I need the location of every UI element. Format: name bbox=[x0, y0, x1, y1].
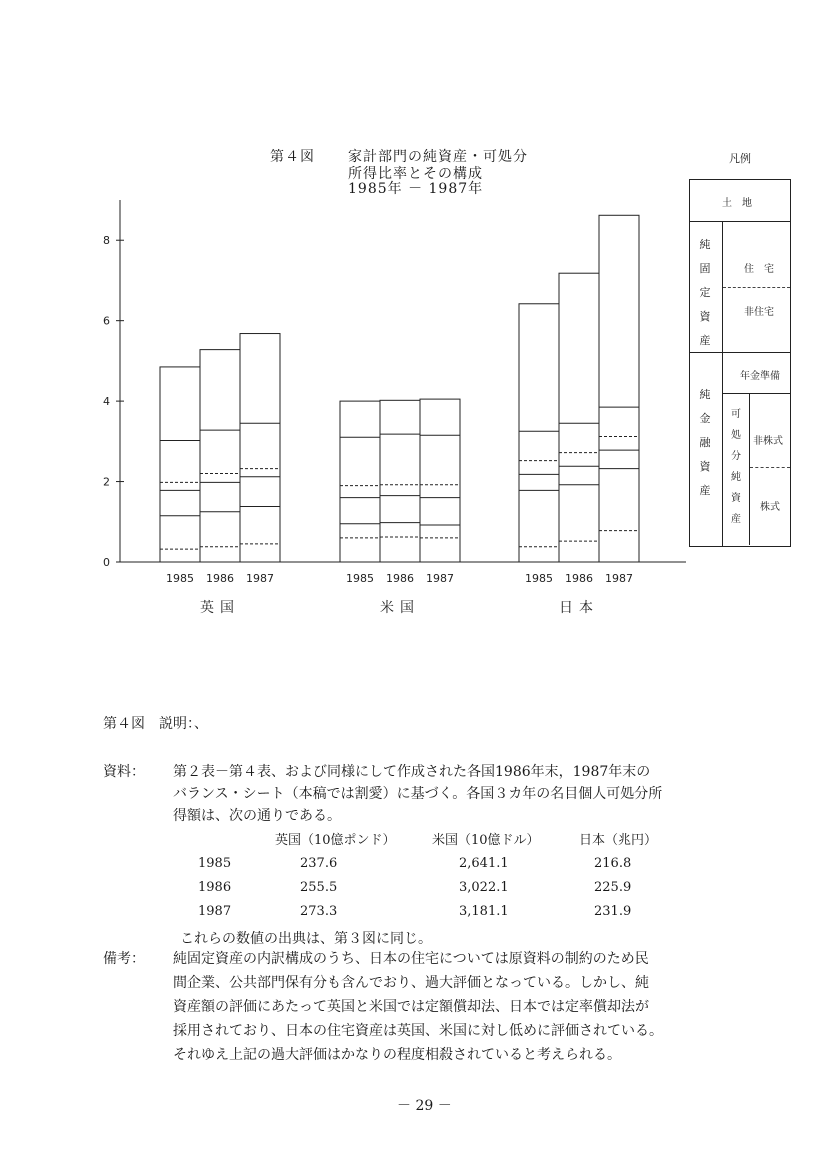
legend-divider bbox=[723, 393, 790, 394]
legend-divider bbox=[723, 287, 790, 288]
note-line: それゆえ上記の過大評価はかなりの程度相殺されていると考えられる。 bbox=[173, 1047, 621, 1063]
axis-layer bbox=[116, 200, 686, 562]
x-tick-label: 1987 bbox=[426, 572, 454, 585]
chart-title-line-1: 家計部門の純資産・可処分 bbox=[348, 149, 528, 165]
chart-title-line-2: 所得比率とその構成 bbox=[348, 166, 483, 182]
x-tick-label: 1986 bbox=[386, 572, 414, 585]
legend-disposable-net-assets: 可処分純資産 bbox=[731, 409, 741, 525]
bar bbox=[240, 334, 280, 562]
x-tick-label: 1985 bbox=[346, 572, 374, 585]
legend-divider bbox=[722, 352, 723, 546]
table-cell: 216.8 bbox=[594, 856, 632, 871]
source-label: 資料： bbox=[103, 764, 145, 780]
group-label: 米国 bbox=[380, 600, 420, 616]
legend-item-pension: 年金準備 bbox=[740, 371, 780, 382]
note-line: 資産額の評価にあたって英国と米国では定額償却法、日本では定率償却法が bbox=[173, 999, 649, 1015]
chart-title-figure-number: 第４図 bbox=[270, 149, 315, 165]
bar bbox=[380, 400, 420, 562]
note-line: 純固定資産の内訳構成のうち、日本の住宅については原資料の制約のため民 bbox=[173, 951, 649, 967]
table-row-year: 1986 bbox=[198, 880, 232, 895]
table-cell: 3,181.1 bbox=[459, 904, 509, 919]
x-tick-label: 1985 bbox=[525, 572, 553, 585]
table-header-us: 米国（10億ドル） bbox=[432, 833, 540, 848]
group-label: 日本 bbox=[559, 600, 599, 616]
y-tick-label: 6 bbox=[103, 314, 110, 328]
group-label: 英国 bbox=[200, 600, 240, 616]
x-tick-label: 1987 bbox=[246, 572, 274, 585]
bar bbox=[160, 367, 200, 562]
legend-item-non-equity: 非株式 bbox=[753, 436, 783, 447]
labels-layer bbox=[103, 234, 633, 616]
table-cell: 3,022.1 bbox=[459, 880, 509, 895]
source-note: これらの数値の出典は、第３図に同じ。 bbox=[180, 931, 432, 947]
table-header-japan: 日本（兆円） bbox=[579, 833, 658, 848]
legend-item-non-housing: 非住宅 bbox=[744, 307, 774, 318]
table-cell: 231.9 bbox=[594, 904, 632, 919]
legend-title: 凡例 bbox=[729, 152, 751, 165]
x-tick-label: 1985 bbox=[166, 572, 194, 585]
bar bbox=[599, 215, 639, 562]
source-line: バランス・シート（本稿では割愛）に基づく。各国３カ年の名目個人可処分所 bbox=[173, 786, 663, 802]
legend-item-equity: 株式 bbox=[760, 502, 780, 513]
note-line: 採用されており、日本の住宅資産は英国、米国に対し低めに評価されている。 bbox=[173, 1023, 663, 1039]
table-cell: 255.5 bbox=[300, 880, 338, 895]
legend-divider bbox=[750, 467, 790, 468]
table-cell: 225.9 bbox=[594, 880, 632, 895]
source-line: 得額は、次の通りである。 bbox=[173, 808, 341, 824]
explanation-heading: 第４図 説明：、 bbox=[103, 716, 208, 732]
source-line: 第２表－第４表、および同様にして作成された各国1986年末，1987年末の bbox=[173, 764, 651, 780]
page-number: － 29 － bbox=[397, 1098, 452, 1114]
legend-item-housing: 住 宅 bbox=[744, 264, 774, 275]
legend-item-land: 土 地 bbox=[722, 198, 752, 209]
y-tick-label: 2 bbox=[103, 475, 110, 489]
bars-layer bbox=[160, 215, 639, 562]
legend-group-financial-assets: 純金融資産 bbox=[699, 388, 711, 497]
x-tick-label: 1986 bbox=[565, 572, 593, 585]
legend-divider bbox=[749, 394, 750, 545]
table-cell: 273.3 bbox=[300, 904, 338, 919]
bar bbox=[519, 304, 559, 562]
y-tick-label: 4 bbox=[103, 395, 110, 409]
legend-divider bbox=[689, 221, 790, 222]
x-tick-label: 1986 bbox=[206, 572, 234, 585]
y-tick-label: 8 bbox=[103, 234, 110, 248]
table-cell: 237.6 bbox=[300, 856, 338, 871]
table-cell: 2,641.1 bbox=[459, 856, 509, 871]
bar bbox=[559, 273, 599, 562]
x-tick-label: 1987 bbox=[605, 572, 633, 585]
table-row-year: 1987 bbox=[198, 904, 232, 919]
chart-title-line-3: 1985年 － 1987年 bbox=[348, 181, 484, 197]
legend-group-fixed-assets: 純固定資産 bbox=[699, 238, 711, 347]
table-row-year: 1985 bbox=[198, 856, 232, 871]
bar bbox=[200, 350, 240, 562]
y-tick-label: 0 bbox=[103, 556, 110, 569]
note-label: 備考： bbox=[103, 951, 145, 967]
table-header-uk: 英国（10億ポンド） bbox=[275, 833, 396, 848]
note-line: 間企業、公共部門保有分も含んでおり、過大評価となっている。しかし、純 bbox=[173, 975, 649, 991]
